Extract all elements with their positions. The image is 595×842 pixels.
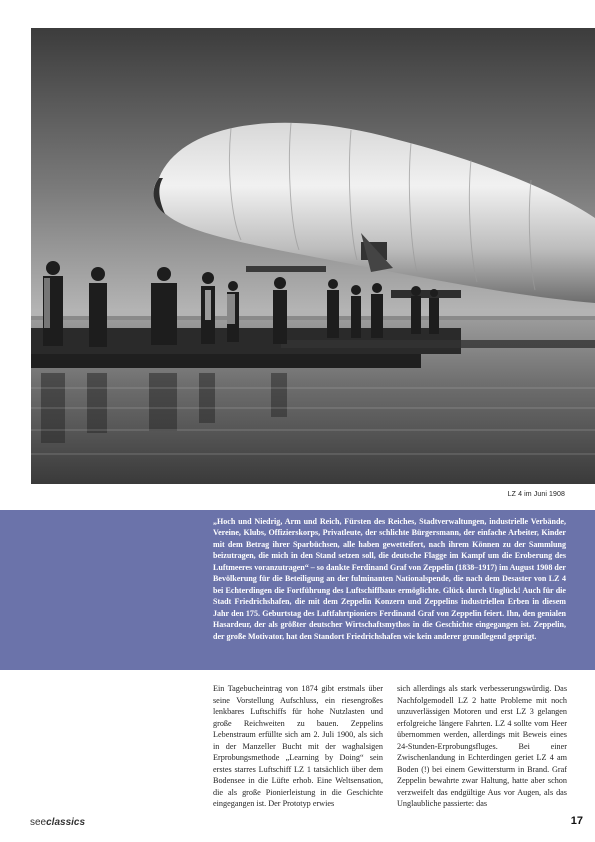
zeppelin-photo-illustration: [31, 28, 595, 484]
intro-paragraph: „Hoch und Niedrig, Arm und Reich, Fürsten des Reiches, Stadtverwaltungen, industrielle Verbände, Vereine, Klubs, Offizierskorps, Privatleute, der schlichte Bürgersmann, der einfache Arbeiter, Kinder mit dem Betrag ihrer Sparbüchsen, alle haben gewetteifert, nach ihrem Können zu der Sammlung beizutragen, die mich in den Stand setzen soll, die deutsche Flagge im Kampf um die Eroberung des Luftmeeres voranzutragen“ – so dankte Ferdinand Graf von Zeppelin (1838–1917) im August 1908 der Bevölkerung für die Beteiligung an der fulminanten Nationalspende, die nach dem Desaster von LZ 4 bei Echterdingen die Fortführung des Luftschiffbaus ermöglichte. Glück durch Unglück! Auch für die Stadt Friedrichshafen, die mit dem Zeppelin Konzern und Zeppelins industriellen Erben in diesem Jahr den 175. Geburtstag des Luftfahrtpioniers Ferdinand Graf von Zeppelin feiert. Ihn, den genialen Hasardeur, der als größter deutscher Wirtschaftsmythos in die Geschichte eingegangen ist. Zeppelin, der große Motivator, hat den Standort Friedrichshafen wie kein anderer grundlegend geprägt.: [213, 517, 566, 641]
brand-prefix: see: [30, 817, 47, 828]
magazine-brand: [30, 817, 85, 828]
photo-caption: LZ 4 im Juni 1908: [507, 491, 565, 498]
article-column-2: sich allerdings als stark verbesserungswürdig. Das Nachfolgemodell LZ 2 hatte Probleme mit noch unzuverlässigen Motoren und erst LZ 3 gelangen erfolgreiche längere Fahrten. LZ 4 sollte vom Heer übernommen werden, allerdings mit Beweis eines 24-Stunden-Erprobungsfluges. Bei einer Zwischenlandung in Echterdingen geriet LZ 4 am Boden (!) bei einem Gewittersturm in Brand. Graf Zeppelin bewahrte zwar Haltung, hatte aber schon verzweifelt das endgültige Aus vor Augen, als das Unglaubliche passierte: das: [397, 684, 567, 808]
zeppelin-photo: [31, 28, 595, 484]
page-number: 17: [570, 815, 583, 827]
brand-suffix: classics: [46, 817, 86, 828]
article-column-1: Ein Tagebucheintrag von 1874 gibt erstmals über seine Vorstellung Aufschluss, ein riesengroßes lenkbares Luftschiffs für hohe Nutzlasten und große Reichweiten zu bauen. Zeppelins Lebenstraum erfüllte sich am 2. Juli 1900, als sich in der Manzeller Bucht mit der waghalsigen Erprobungsmethode „Learning by Doing“ sein erstes starres Luftschiff LZ 1 tatsächlich über dem Bodensee in die Lüfte erhob. Eine Weltsensation, die als große Pionierleistung in die Geschichte eingegangen ist. Der Prototyp erwies: [213, 684, 383, 808]
